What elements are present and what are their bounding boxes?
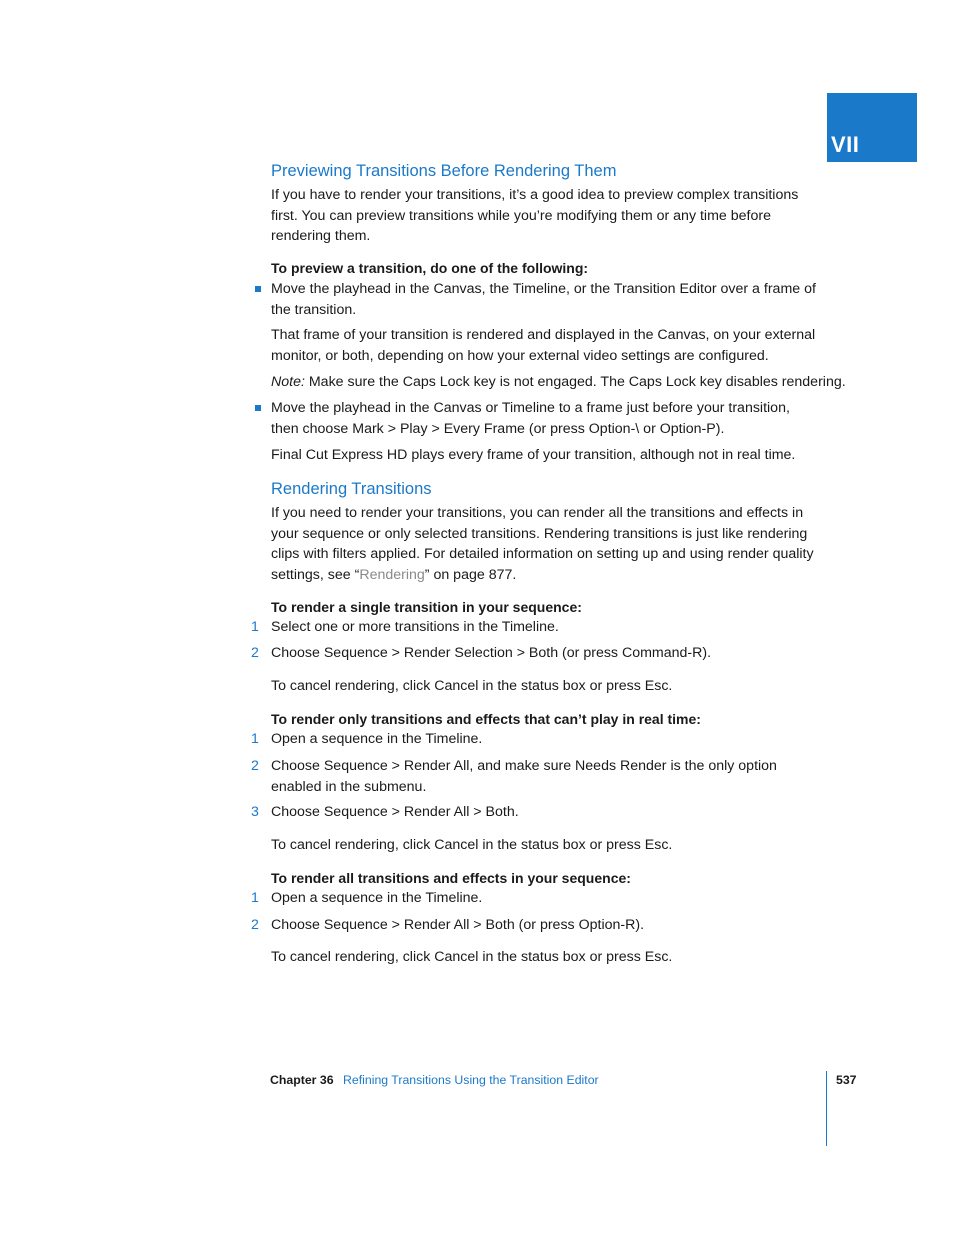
part-tab [827, 93, 917, 162]
section2-intro [271, 503, 819, 585]
step-result: To cancel rendering, click Cancel in the status box or press Esc. [271, 837, 673, 853]
procedure-lead-realtime: To render only transitions and effects that can’t play in real time: [271, 711, 701, 727]
step-result: To cancel rendering, click Cancel in the status box or press Esc. [271, 949, 673, 965]
step-number: 2 [251, 645, 259, 661]
step-number: 3 [251, 804, 259, 820]
section1-intro: If you have to render your transitions, it’s a good idea to preview complex transitions first. You can preview transitions while you’re modifying them or any time before rendering them. [271, 187, 799, 244]
section-heading-rendering: Rendering Transitions [271, 480, 432, 498]
bullet-item: Move the playhead in the Canvas, the Timeline, or the Transition Editor over a frame of the transition. [271, 281, 816, 318]
step-result: To cancel rendering, click Cancel in the status box or press Esc. [271, 678, 673, 694]
intro-text: If you need to render your transitions, you can render all the transitions and effects in your sequence or only selected transitions. Rendering transitions is just like rendering clips with filters applied. For detailed information on setting up and using render quality settings, see “ [271, 505, 814, 583]
footer-chapter-title[interactable]: Refining Transitions Using the Transition Editor [343, 1073, 599, 1087]
note-text: Make sure the Caps Lock key is not engaged. The Caps Lock key disables rendering. [304, 374, 846, 390]
rendering-link[interactable]: Rendering [359, 566, 425, 583]
bullet-result: Final Cut Express HD plays every frame of your transition, although not in real time. [271, 447, 796, 463]
section-heading-previewing: Previewing Transitions Before Rendering Them [271, 162, 617, 180]
step-text: Choose Sequence > Render All > Both. [271, 804, 519, 820]
step-text: Choose Sequence > Render All, and make sure Needs Render is the only option enabled in the submenu. [271, 758, 777, 795]
step-number: 1 [251, 890, 259, 906]
note [271, 372, 871, 393]
bullet-icon [255, 405, 261, 411]
step-text: Open a sequence in the Timeline. [271, 890, 483, 906]
step-text: Choose Sequence > Render Selection > Both (or press Command-R). [271, 645, 712, 661]
bullet-result: That frame of your transition is rendered and displayed in the Canvas, on your external monitor, or both, depending on how your external video settings are configured. [271, 327, 816, 364]
step-number: 2 [251, 758, 259, 774]
part-tab-label: VII [831, 132, 860, 157]
procedure-lead-preview: To preview a transition, do one of the following: [271, 260, 589, 276]
footer-divider [826, 1071, 827, 1146]
step-number: 2 [251, 917, 259, 933]
step-text: Select one or more transitions in the Timeline. [271, 619, 559, 635]
step-text: Choose Sequence > Render All > Both (or press Option-R). [271, 917, 645, 933]
bullet-icon [255, 286, 261, 292]
step-number: 1 [251, 731, 259, 747]
procedure-lead-all: To render all transitions and effects in your sequence: [271, 870, 631, 886]
note-label: Note: [271, 374, 305, 390]
step-number: 1 [251, 619, 259, 635]
step-text: Open a sequence in the Timeline. [271, 731, 483, 747]
bullet-item: Move the playhead in the Canvas or Timeline to a frame just before your transition, then choose Mark > Play > Every Frame (or press Option-\ or Option-P). [271, 400, 790, 437]
procedure-lead-single: To render a single transition in your sequence: [271, 599, 582, 615]
intro-text-after: ” on page 877. [424, 566, 517, 583]
page-number: 537 [836, 1073, 857, 1087]
footer-chapter: Chapter 36 [270, 1073, 334, 1087]
